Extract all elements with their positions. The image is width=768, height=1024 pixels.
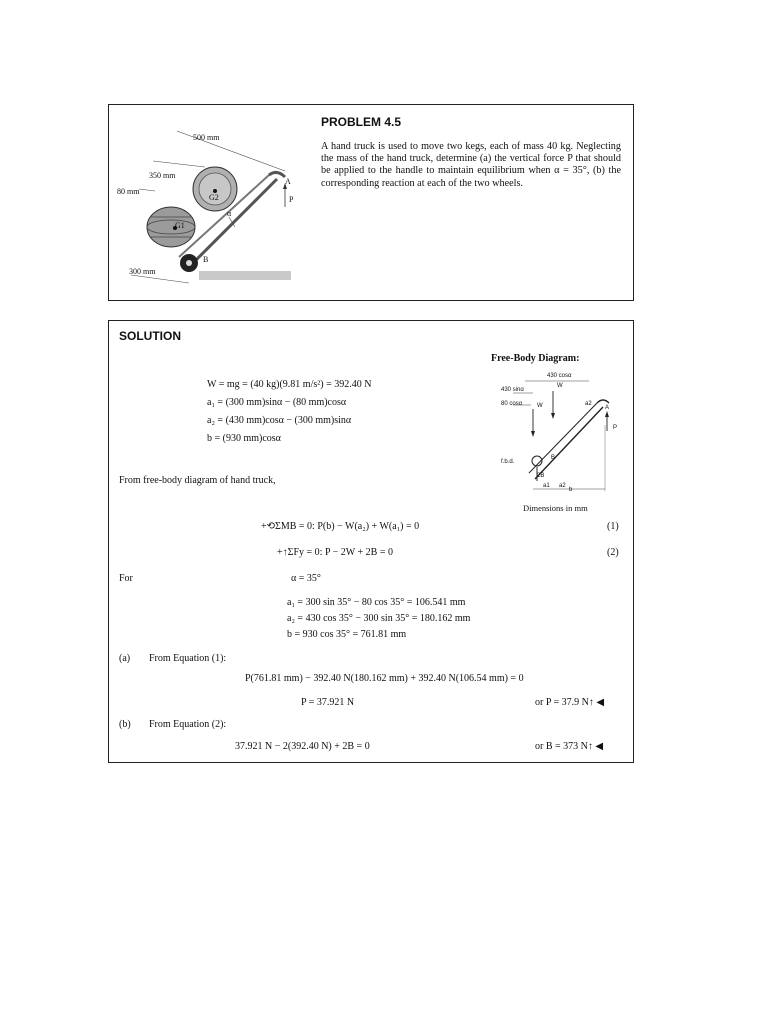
problem-statement: A hand truck is used to move two kegs, each of mass 40 kg. Neglecting the mass of the hand truck, determine (a) the vertical force P that should be applied to the handle to maintain equilibrium when α = 35°, (b) the corresponding reaction at each of the two wheels. — [321, 141, 621, 189]
fbd-label: f.b.d. — [501, 459, 515, 465]
fbd-2b: 2B — [537, 473, 545, 479]
label-alpha: α — [227, 209, 232, 218]
equation-2-number: (2) — [607, 547, 619, 558]
value-a2: a₂ = 430 cos 35° − 300 sin 35° = 180.162 mm — [287, 613, 471, 624]
ground — [199, 271, 291, 280]
dim-500: 500 mm — [193, 133, 220, 142]
wheel-icon — [180, 254, 198, 272]
part-b-text: From Equation (2): — [149, 719, 227, 730]
fbd-a1: a1 — [543, 483, 550, 489]
fbd-b-dim: b — [569, 487, 573, 493]
part-a-answer: or P = 37.9 N↑ ◀ — [535, 697, 605, 708]
label-g1: G1 — [175, 221, 185, 230]
fbd-dim-30: 430 sinα — [501, 387, 524, 393]
fbd-title: Free-Body Diagram: — [491, 353, 580, 364]
problem-title: PROBLEM 4.5 — [321, 115, 402, 129]
value-a1: a₁ = 300 sin 35° − 80 cos 35° = 106.541 mm — [287, 597, 466, 608]
fbd-a2: a2 — [559, 483, 566, 489]
dim-350: 350 mm — [149, 171, 176, 180]
problem-box — [108, 104, 634, 301]
fbd-caption: Dimensions in mm — [523, 503, 588, 513]
label-b: B — [203, 255, 209, 264]
label-a: A — [285, 177, 291, 186]
label-p: P — [289, 195, 294, 204]
part-a-text: From Equation (1): — [149, 653, 227, 664]
keg-upper — [193, 167, 237, 211]
fbd-dim-80: 80 cosα — [501, 401, 523, 407]
definition-w: W = mg = (40 kg)(9.81 m/s²) = 392.40 N — [207, 379, 372, 390]
truck-handle — [269, 172, 285, 177]
part-b-equation: 37.921 N − 2(392.40 N) + 2B = 0 — [235, 741, 370, 752]
fbd-p: P — [613, 425, 618, 431]
definition-b: b = (930 mm)cosα — [207, 433, 281, 444]
part-a-equation: P(761.81 mm) − 392.40 N(180.162 mm) + 392.40 N(106.54 mm) = 0 — [245, 673, 524, 684]
for-label: For — [119, 573, 133, 584]
definition-a1: a₁ = (300 mm)sinα − (80 mm)cosα — [207, 397, 347, 408]
part-b-label: (b) — [119, 719, 131, 730]
dim-300: 300 mm — [129, 267, 156, 276]
solution-box — [108, 320, 634, 763]
equation-2: +↑ΣFy = 0: P − 2W + 2B = 0 — [277, 547, 393, 558]
part-a-result: P = 37.921 N — [301, 697, 355, 708]
equation-1-number: (1) — [607, 521, 619, 532]
solution-title: SOLUTION — [119, 329, 181, 343]
keg-lower — [147, 207, 195, 247]
fbd-a: A — [605, 405, 610, 411]
fbd-a2-top: a2 — [585, 401, 592, 407]
label-g2: G2 — [209, 193, 219, 202]
fbd-dim-430: 430 cosα — [547, 373, 572, 379]
equation-1: +⟲ΣMB = 0: P(b) − W(a₂) + W(a₁) = 0 — [261, 521, 420, 532]
fbd-w1: W — [537, 403, 543, 409]
dim-80: 80 mm — [117, 187, 140, 196]
fbd-w2: W — [557, 383, 563, 389]
definition-a2: a₂ = (430 mm)cosα − (300 mm)sinα — [207, 415, 352, 426]
part-b-answer: or B = 373 N↑ ◀ — [535, 741, 604, 752]
value-b: b = 930 cos 35° = 761.81 mm — [287, 629, 407, 640]
part-a-label: (a) — [119, 653, 131, 664]
from-fbd-text: From free-body diagram of hand truck, — [119, 475, 276, 486]
alpha-value: α = 35° — [291, 573, 321, 584]
fbd-b: B — [551, 455, 556, 461]
